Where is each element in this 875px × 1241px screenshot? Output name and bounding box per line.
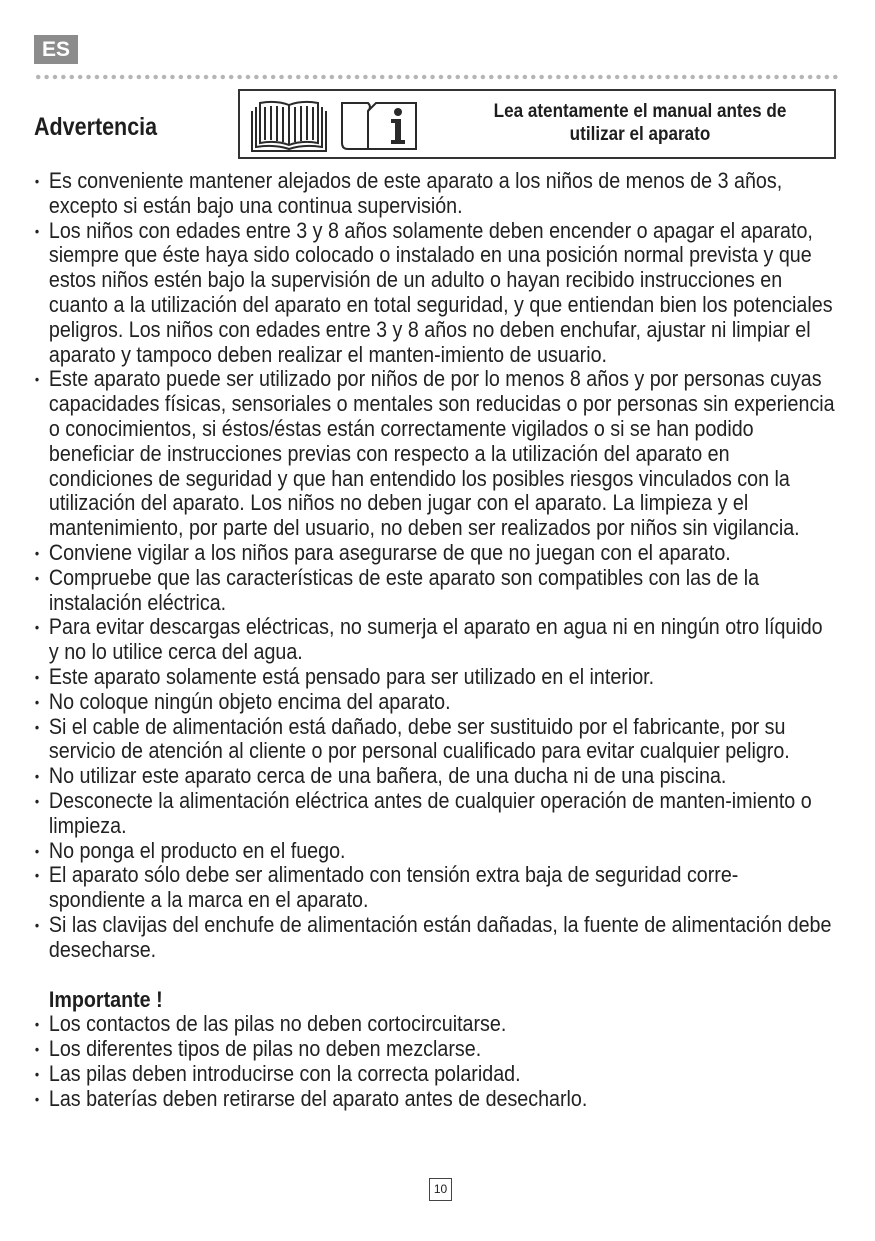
list-item: • Si las clavijas del enchufe de alimentación están dañadas, la fuente de alimentación debe desecharse. [34,913,835,963]
important-list [34,1012,835,1111]
page-number: 10 [429,1178,452,1201]
list-item: • No coloque ningún objeto encima del aparato. [34,690,835,715]
content [34,169,835,1111]
list-item: • Las pilas deben introducirse con la correcta polaridad. [34,1062,835,1087]
important-title: Importante ! [48,986,163,1012]
list-item: • Este aparato puede ser utilizado por niños de por lo menos 8 años y por personas cuyas capacidades físicas, sensoriales o mentales son reducidas o por personas sin experiencia o conocimientos, si éstos/éstas están correctamente vigilados o si se han podido beneficiar de instrucciones previas con respecto a la utilización del aparato en condiciones de seguridad y que han entendido los posibles riesgos vinculados con la utilización del aparato. Los niños no deben jugar con el aparato. La limpieza y el mantenimiento, por parte del usuario, no deben ser realizados por niños sin vigilancia. [34,367,835,541]
list-item: • No ponga el producto en el fuego. [34,839,835,864]
list-item: • Los contactos de las pilas no deben cortocircuitarse. [34,1012,835,1037]
list-item: • Es conveniente mantener alejados de este aparato a los niños de menos de 3 años, excepto si están bajo una continua supervisión. [34,169,835,219]
warning-title: Advertencia [34,113,158,141]
list-item: • Para evitar descargas eléctricas, no sumerja el aparato en agua ni en ningún otro líquido y no lo utilice cerca del agua. [34,615,835,665]
list-item: • Conviene vigilar a los niños para asegurarse de que no juegan con el aparato. [34,541,835,566]
list-item: • Las baterías deben retirarse del aparato antes de desecharlo. [34,1087,835,1112]
list-item: • Los niños con edades entre 3 y 8 años solamente deben encender o apagar el aparato, siempre que éste haya sido colocado o instalado en una posición normal prevista y que estos niños estén bajo la supervisión de un adulto o hayan recibido instrucciones en cuanto a la utilización del aparato en total seguridad, y que entiendan bien los potenciales peligros. Los niños con edades entre 3 y 8 años no deben enchufar, ajustar ni limpiar el aparato y tampoco deben realizar el manten-imiento de usuario. [34,219,835,368]
list-item: • No utilizar este aparato cerca de una bañera, de una ducha ni de una piscina. [34,764,835,789]
list-item: • Compruebe que las características de este aparato son compatibles con las de la instalación eléctrica. [34,566,835,616]
read-manual-notice [238,89,836,159]
dotted-divider [34,74,840,80]
list-item: • Los diferentes tipos de pilas no deben mezclarse. [34,1037,835,1062]
list-item: • Este aparato solamente está pensado para ser utilizado en el interior. [34,665,835,690]
list-item: • El aparato sólo debe ser alimentado con tensión extra baja de seguridad corre-spondiente a la marca en el aparato. [34,863,835,913]
list-item: • Desconecte la alimentación eléctrica antes de cualquier operación de manten-imiento o limpieza. [34,789,835,839]
book-icon [248,97,330,153]
read-manual-text: Lea atentamente el manual antes de utilizar el aparato [493,101,787,145]
language-badge: ES [34,35,78,64]
warnings-list [34,169,835,963]
info-manual-icon [338,97,420,153]
list-item: • Si el cable de alimentación está dañado, debe ser sustituido por el fabricante, por su servicio de atención al cliente o por personal cualificado para evitar cualquier peligro. [34,715,835,765]
